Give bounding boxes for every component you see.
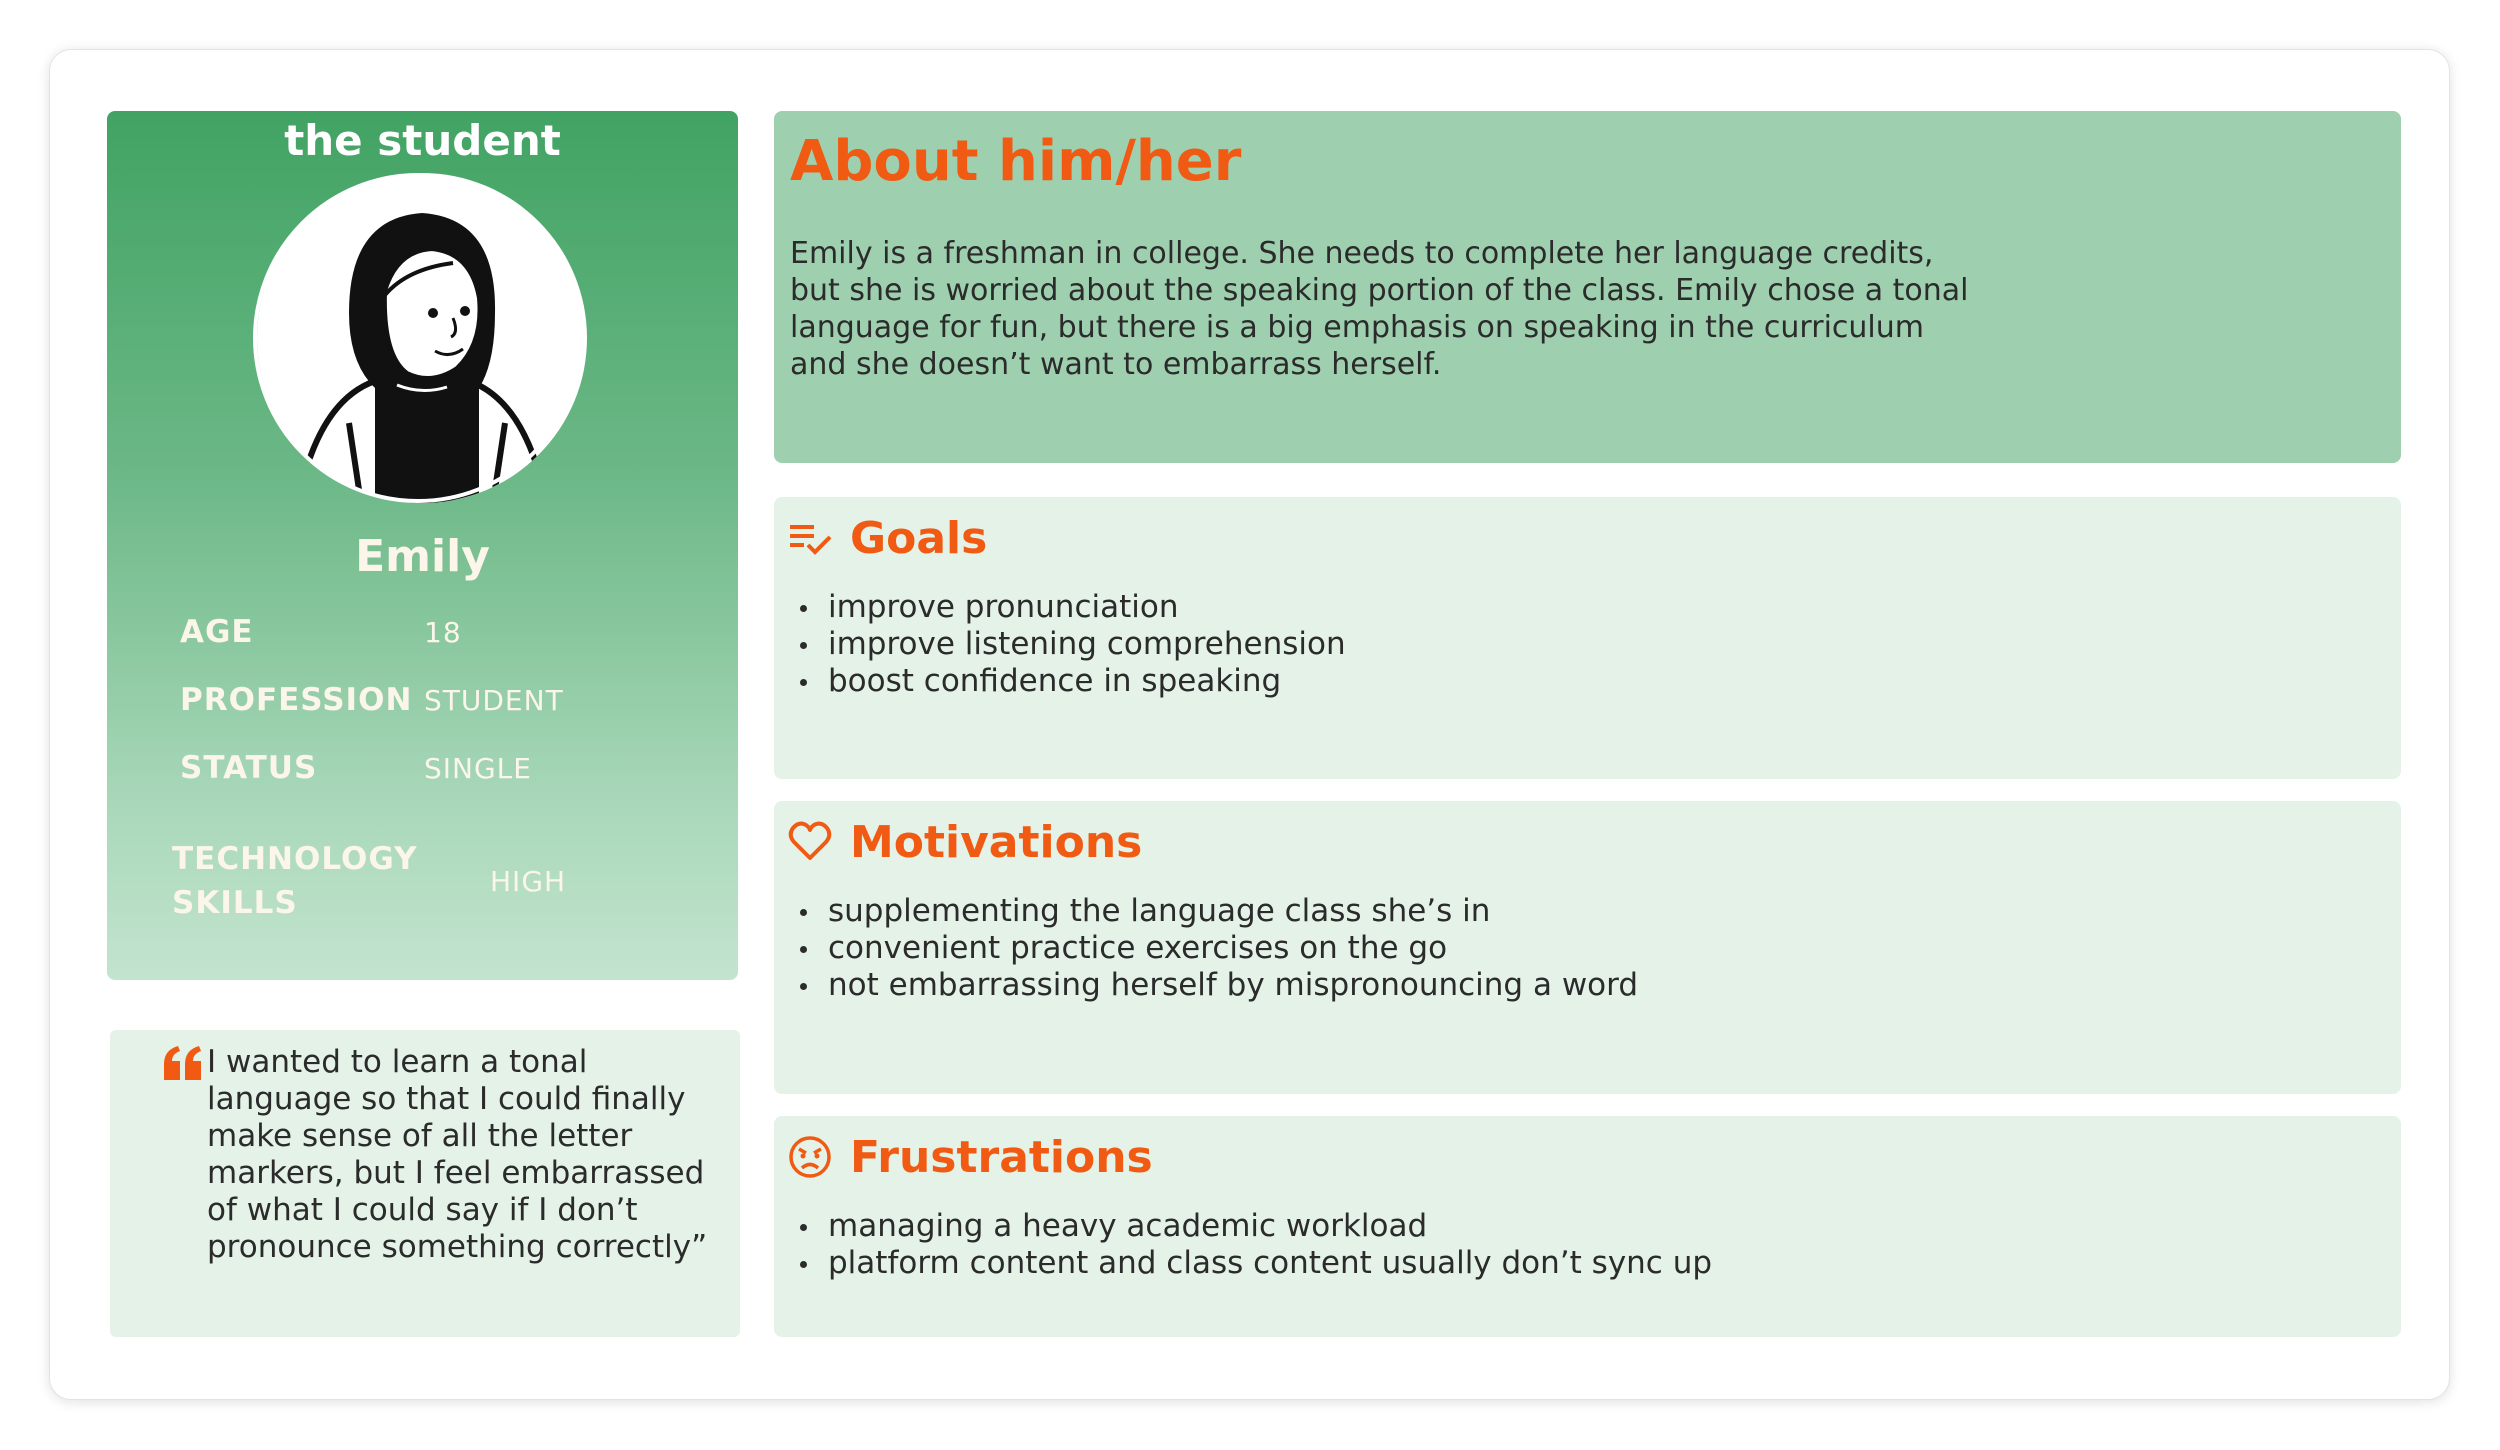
frustrations-title: Frustrations xyxy=(850,1131,1153,1183)
goals-panel xyxy=(774,497,2401,779)
attr-label-age: AGE xyxy=(180,614,254,650)
student-illustration xyxy=(257,173,587,503)
list-item: convenient practice exercises on the go xyxy=(792,930,1638,967)
checklist-icon xyxy=(788,516,832,560)
motivations-panel xyxy=(774,801,2401,1094)
list-item: boost confidence in speaking xyxy=(792,663,1346,700)
motivations-header xyxy=(788,811,1142,873)
frustrations-list xyxy=(792,1208,1712,1282)
attr-value-technology-skills: HIGH xyxy=(490,865,567,898)
list-item: managing a heavy academic workload xyxy=(792,1208,1712,1245)
goals-header xyxy=(788,507,987,569)
attr-value-status: SINGLE xyxy=(424,752,532,785)
avatar xyxy=(257,173,587,503)
attr-label-technology: TECHNOLOGY xyxy=(172,841,418,877)
quote-text: I wanted to learn a tonal language so that I could finally make sense of all the letter markers, but I feel embarrassed of what I could say if I don’t pronounce something correctly” xyxy=(207,1044,708,1265)
attr-label-skills: SKILLS xyxy=(172,885,298,921)
about-panel xyxy=(774,111,2401,463)
list-item: platform content and class content usually don’t sync up xyxy=(792,1245,1712,1282)
frustrations-panel xyxy=(774,1116,2401,1337)
profile-panel xyxy=(107,111,738,980)
about-text: Emily is a freshman in college. She needs to complete her language credits, but she is worried about the speaking portion of the class. Emily chose a tonal language for fun, but there is a big emphasis on speaking in the curriculum and she doesn’t want to embarrass herself. xyxy=(790,236,1969,382)
attr-label-status: STATUS xyxy=(180,750,318,786)
motivations-list xyxy=(792,893,1638,1004)
goals-list xyxy=(792,589,1346,700)
frustrations-header xyxy=(788,1126,1153,1188)
quote-icon xyxy=(162,1044,204,1080)
angry-face-icon xyxy=(788,1135,832,1179)
attr-value-profession: STUDENT xyxy=(424,684,564,717)
list-item: improve pronunciation xyxy=(792,589,1346,626)
list-item: supplementing the language class she’s in xyxy=(792,893,1638,930)
list-item: improve listening comprehension xyxy=(792,626,1346,663)
heart-icon xyxy=(788,820,832,864)
attr-label-profession: PROFESSION xyxy=(180,682,413,718)
profile-name: Emily xyxy=(355,531,490,582)
quote-panel xyxy=(110,1030,740,1337)
about-title: About him/her xyxy=(790,129,1242,194)
list-item: not embarrassing herself by mispronouncing a word xyxy=(792,967,1638,1004)
goals-title: Goals xyxy=(850,512,988,564)
attr-value-age: 18 xyxy=(424,616,462,649)
profile-title: the student xyxy=(284,116,561,165)
motivations-title: Motivations xyxy=(850,816,1143,868)
